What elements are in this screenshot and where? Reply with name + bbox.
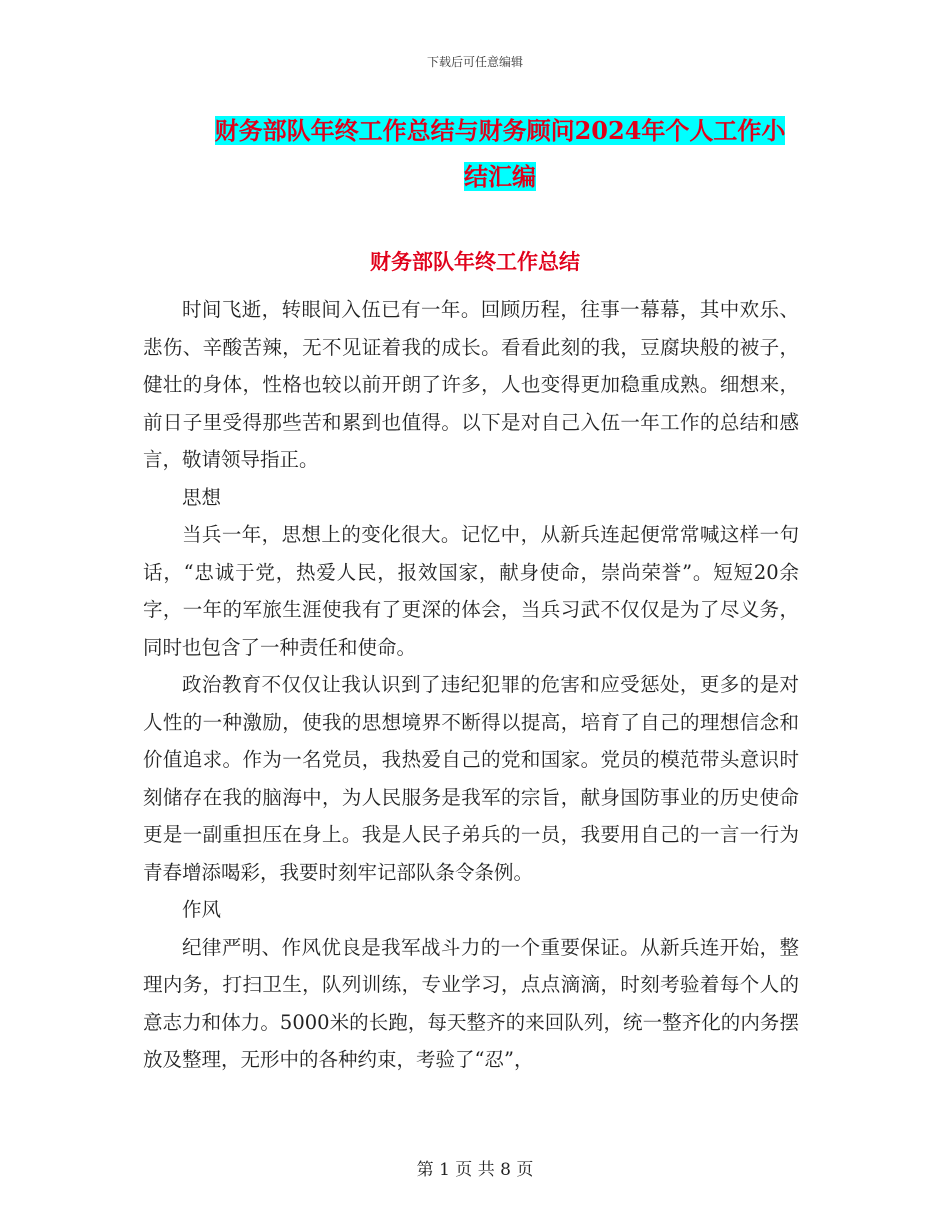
paragraph: 当兵一年，思想上的变化很大。记忆中，从新兵连起便常常喊这样一句话，“忠诚于党，热爱人民，报效国家，献身使命，崇尚荣誉”。短短20余字，一年的军旅生涯使我有了更深的体会，当兵习武不仅仅是为了尽义务，同时也包含了一种责任和使命。 — [143, 523, 799, 659]
header-note: 下载后可任意编辑 — [426, 55, 523, 69]
paragraph: 纪律严明、作风优良是我军战斗力的一个重要保证。从新兵连开始，整理内务，打扫卫生，队列训练，专业学习，点点滴滴，时刻考验着每个人的意志力和体力。5000米的长跑，每天整齐的来回队列，统一整齐化的内务摆放及整理，无形中的各种约束，考验了“忍”， — [143, 935, 799, 1071]
document-title-line-2: 结汇编 — [464, 162, 536, 191]
subheading-thought: 思想 — [182, 485, 222, 509]
document-body — [143, 291, 799, 1079]
page-footer: 第 1 页 共 8 页 — [416, 1160, 534, 1180]
document-title — [140, 108, 860, 200]
subheading-style: 作风 — [182, 898, 222, 921]
paragraph: 时间飞逝，转眼间入伍已有一年。回顾历程，往事一幕幕，其中欢乐、悲伤、辛酸苦辣，无不见证着我的成长。看看此刻的我，豆腐块般的被子，健壮的身体，性格也较以前开朗了许多，人也变得更加稳重成熟。细想来，前日子里受得那些苦和累到也值得。以下是对自己入伍一年工作的总结和感言，敬请领导指正。 — [143, 298, 799, 471]
document-title-line-1: 财务部队年终工作总结与财务顾问2024年个人工作小 — [214, 116, 786, 145]
paragraph: 政治教育不仅仅让我认识到了违纪犯罪的危害和应受惩处，更多的是对人性的一种激励，使我的思想境界不断得以提高，培育了自己的理想信念和价值追求。作为一名党员，我热爱自己的党和国家。党员的模范带头意识时刻储存在我的脑海中，为人民服务是我军的宗旨，献身国防事业的历史使命更是一副重担压在身上。我是人民子弟兵的一员，我要用自己的一言一行为青春增添喝彩，我要时刻牢记部队条令条例。 — [143, 673, 799, 884]
section-title: 财务部队年终工作总结 — [370, 249, 580, 274]
